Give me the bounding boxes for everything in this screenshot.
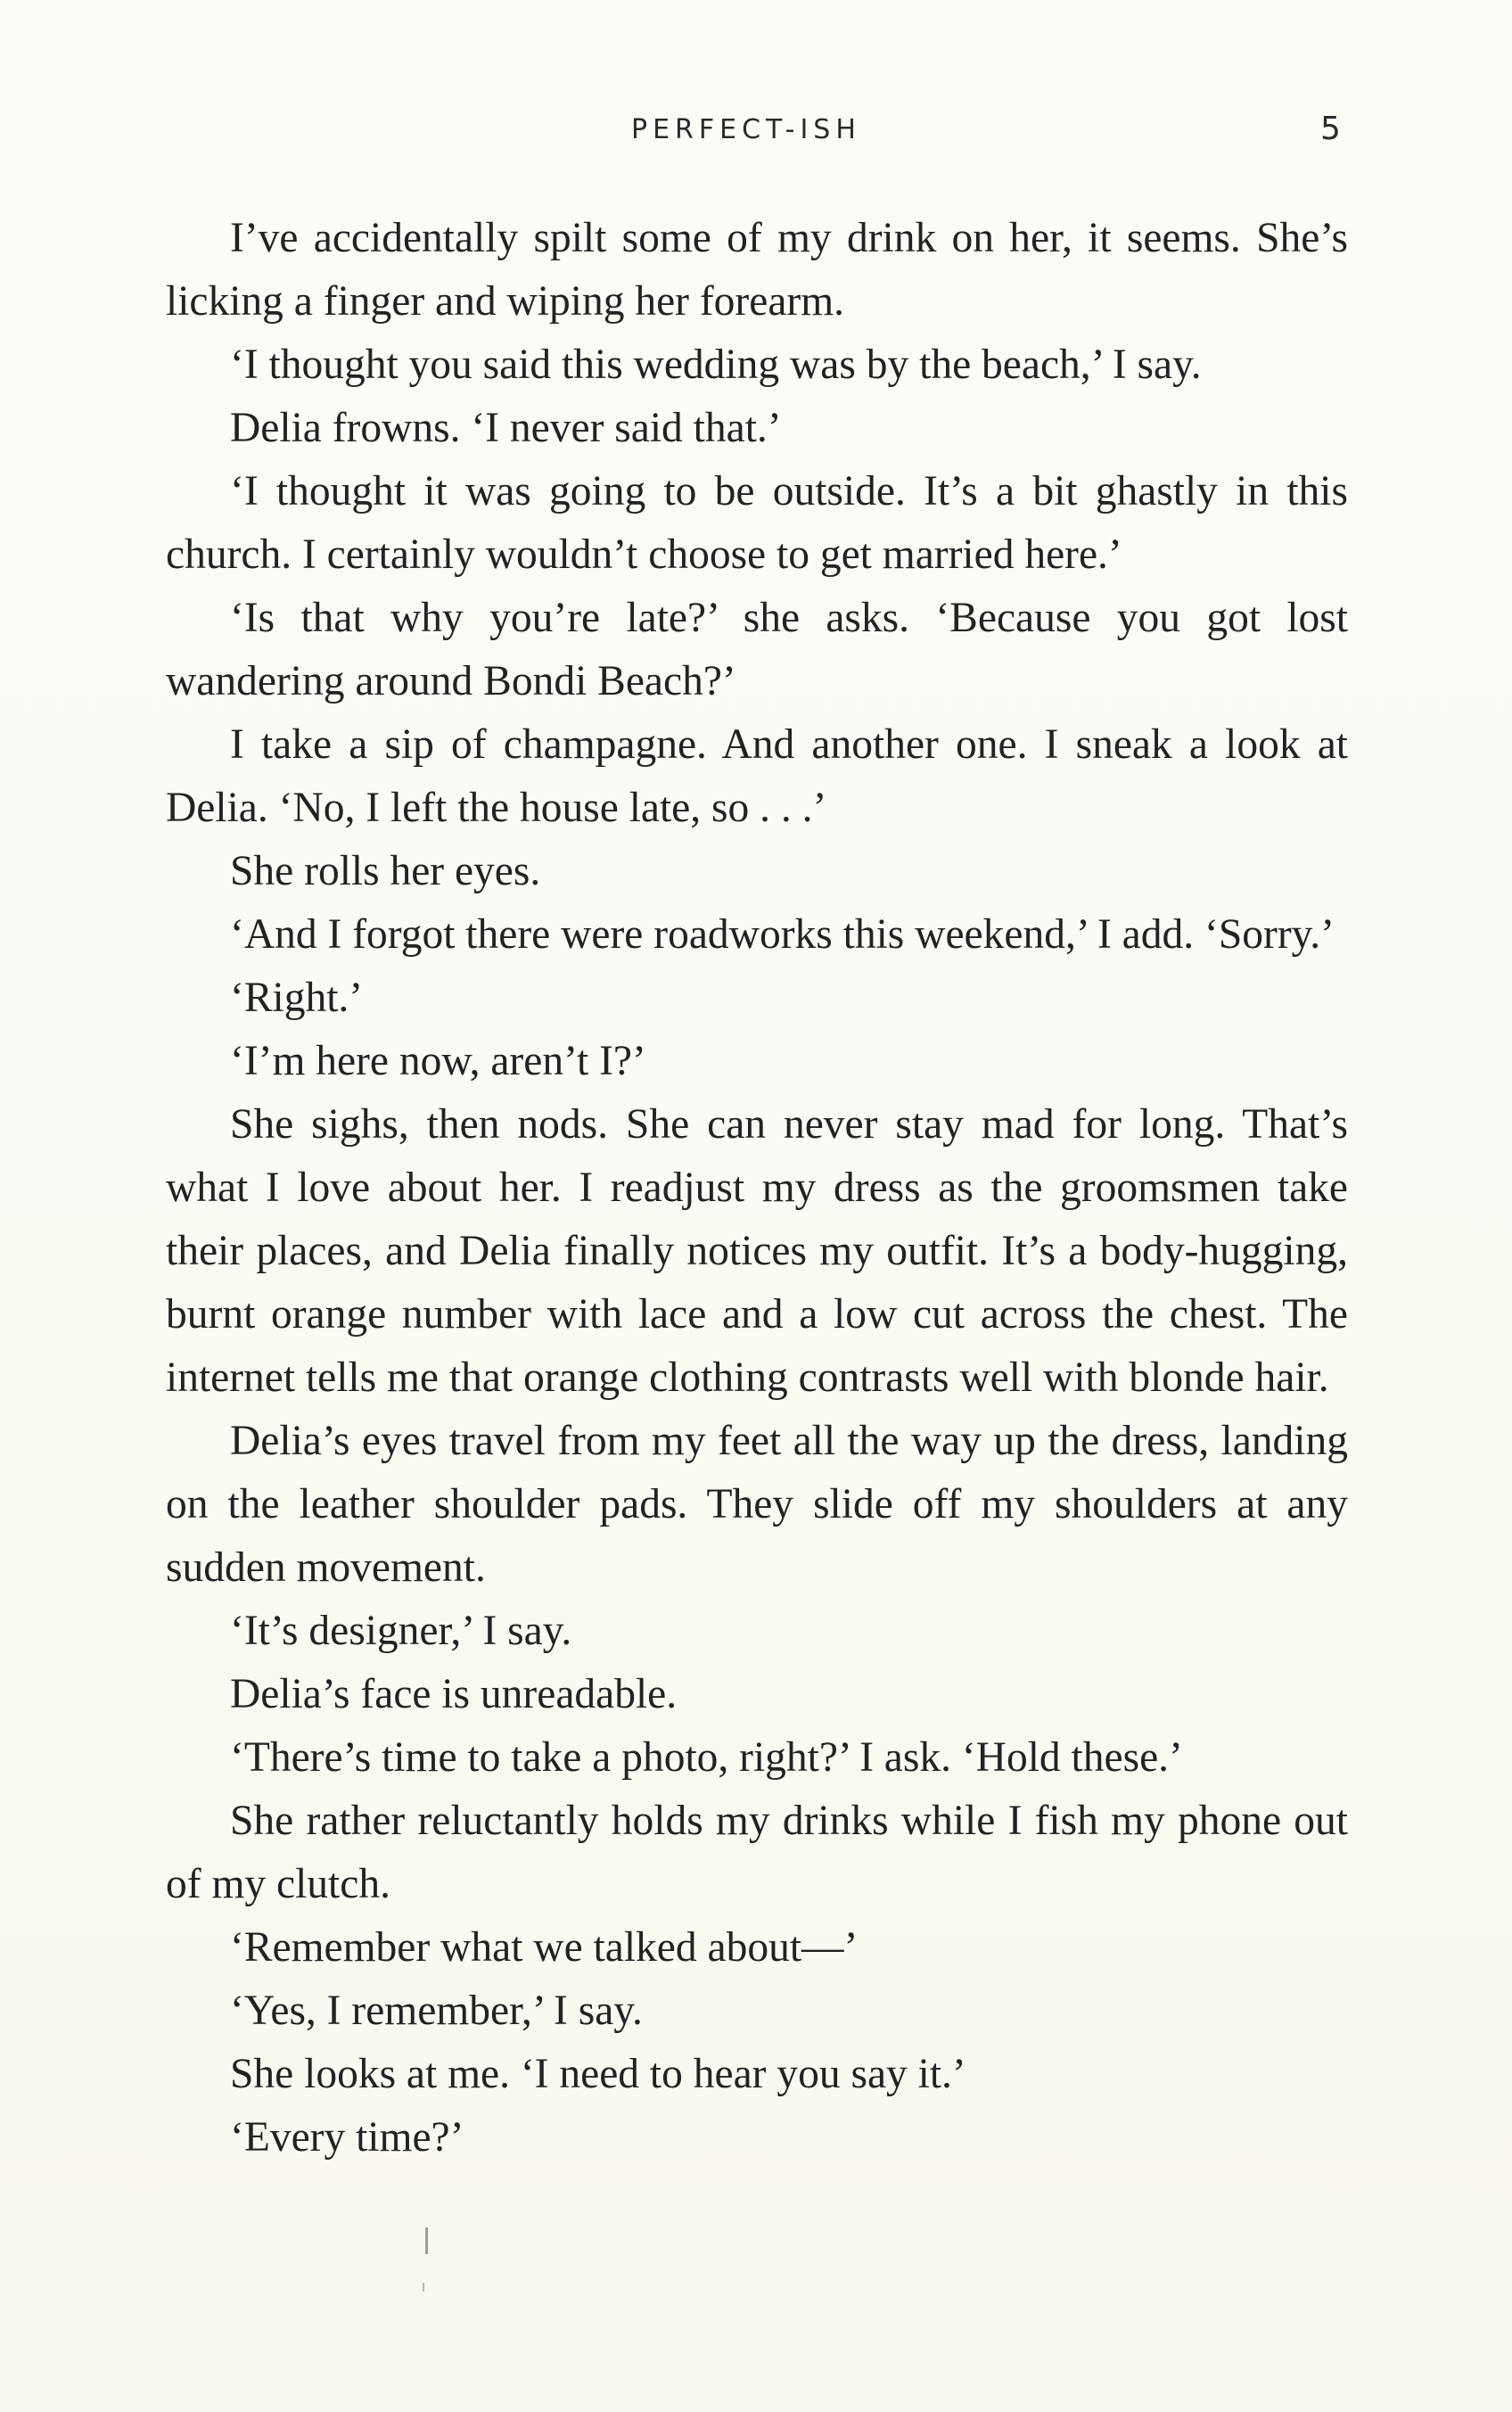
paragraph: ‘And I forgot there were roadworks this weekend,’ I add. ‘Sorry.’ [230,911,1335,958]
page-number: 5 [1320,111,1341,147]
paragraph: ‘Is that why you’re late?’ she asks. ‘Because you got lost wandering around Bondi Beach?’ [166,595,1348,704]
paragraph: ‘I’m here now, aren’t I?’ [230,1038,646,1084]
paragraph: She sighs, then nods. She can never stay mad for long. That’s what I love about her. I readjust my dress as the groomsmen take their places, and Delia finally notices my outfit. It’s a body-hugging, burnt orange number with lace and a low cut across the chest. The internet tells me that orange clothing contrasts well with blonde hair. [166,1101,1348,1401]
paragraph: ‘There’s time to take a photo, right?’ I ask. ‘Hold these.’ [230,1734,1183,1781]
scan-mark [425,2227,428,2254]
paragraph: Delia frowns. ‘I never said that.’ [230,405,782,451]
paragraph: ‘Right.’ [230,975,364,1021]
scan-mark [423,2283,424,2292]
paragraph: ‘I thought it was going to be outside. It’s a bit ghastly in this church. I certainly wouldn’t choose to get married here.’ [166,468,1348,578]
paragraph: Delia’s eyes travel from my feet all the way up the dress, landing on the leather shoulder pads. They slide off my shoulders at any sudden movement. [166,1418,1348,1591]
paragraph: I take a sip of champagne. And another one. I sneak a look at Delia. ‘No, I left the house late, so . . .’ [166,721,1348,831]
paragraph: Delia’s face is unreadable. [230,1671,678,1717]
paragraph: I’ve accidentally spilt some of my drink on her, it seems. She’s licking a finger and wiping her forearm. [166,215,1348,325]
paragraph: She looks at me. ‘I need to hear you say it.’ [230,2051,966,2097]
paragraph: ‘I thought you said this wedding was by the beach,’ I say. [230,342,1202,388]
paragraph: ‘Every time?’ [230,2114,464,2161]
running-head: PERFECT-ISH [631,114,861,145]
paragraph: ‘Yes, I remember,’ I say. [230,1988,643,2034]
paragraph: She rather reluctantly holds my drinks while I fish my phone out of my clutch. [166,1798,1348,1907]
paragraph: ‘It’s designer,’ I say. [230,1608,572,1654]
paragraph: She rolls her eyes. [230,848,541,894]
paragraph: ‘Remember what we talked about—’ [230,1924,859,1971]
body-text [166,207,1348,2169]
